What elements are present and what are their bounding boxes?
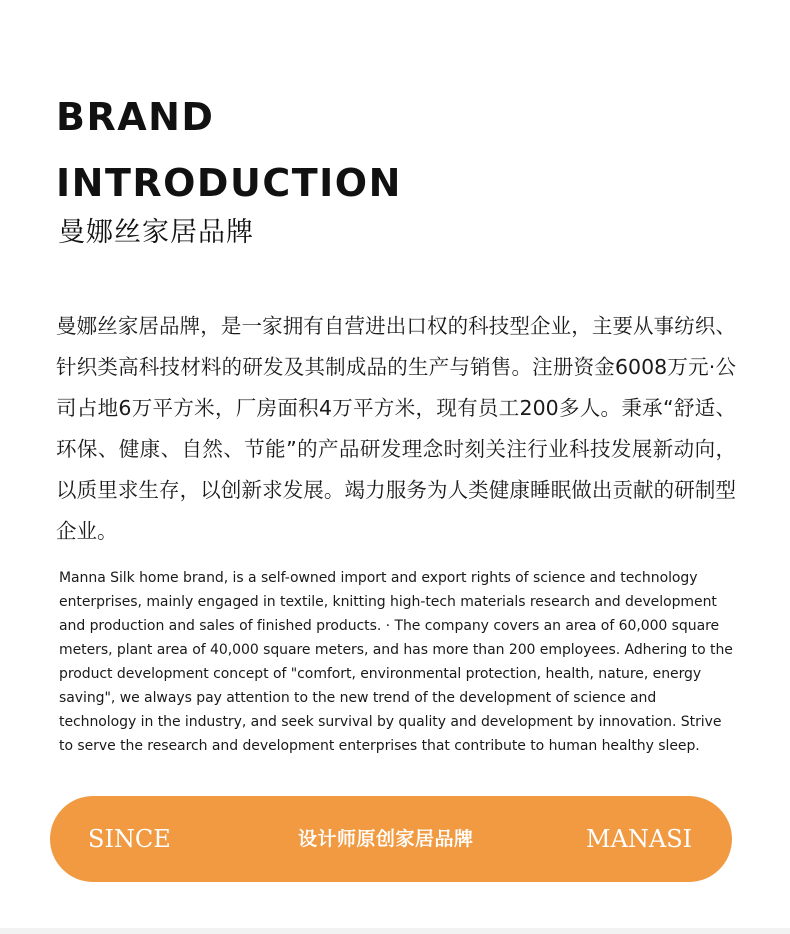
- chinese-introduction: 曼娜丝家居品牌，是一家拥有自营进出口权的科技型企业，主要从事纺织、针织类高科技材料的研发及其制成品的生产与销售。注册资金6008万元·公司占地6万平方米，厂房面积4万平方米，现有员工200多人。秉承“舒适、环保、健康、自然、节能”的产品研发理念时刻关注行业科技发展新动向，以质里求生存，以创新求发展。竭力服务为人类健康睡眠做出贡献的研制型企业。: [56, 314, 736, 543]
- bottom-divider: [0, 928, 790, 934]
- banner-slogan-text: 设计师原创家居品牌: [298, 828, 474, 850]
- banner-manasi-text: MANASI: [586, 825, 693, 853]
- english-introduction: Manna Silk home brand, is a self-owned import and export rights of science and technology enterprises, mainly engaged in textile, knitting high-tech materials research and development and production and sales of finished products. · The company covers an area of 60,000 square meters, plant area of 40,000 square meters, and has more than 200 employees. Adhering to the product development concept of "comfort, environmental protection, health, nature, energy saving", we always pay attention to the new trend of the development of science and technology in the industry, and seek survival by quality and development by innovation. Strive to serve the research and development enterprises that contribute to human healthy sleep.: [59, 570, 733, 754]
- brand-subtitle: 曼娜丝家居品牌: [58, 217, 254, 248]
- brand-banner: [50, 796, 732, 882]
- banner-since-text: SINCE: [88, 825, 171, 853]
- heading-line-introduction: INTRODUCTION: [56, 161, 402, 205]
- heading-line-brand: BRAND: [56, 95, 215, 139]
- brand-heading: [56, 84, 402, 216]
